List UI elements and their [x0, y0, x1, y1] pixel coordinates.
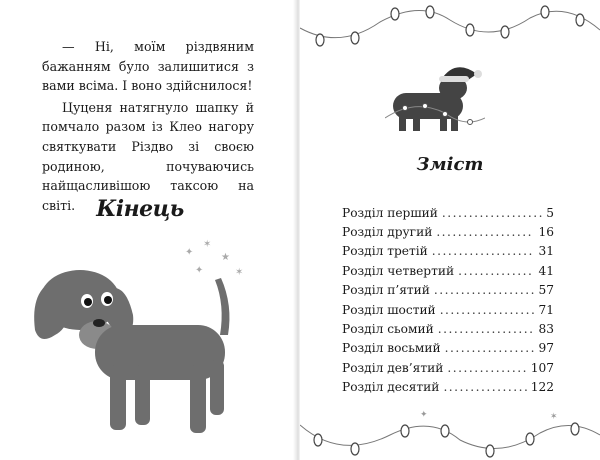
toc-leader-dots — [436, 225, 534, 239]
svg-text:✶: ✶ — [235, 267, 244, 278]
toc-page-number: 16 — [538, 225, 554, 240]
toc-page-number: 5 — [546, 205, 554, 220]
toc-row — [342, 319, 554, 338]
toc-leader-dots — [447, 361, 526, 375]
dachshund-santa-hat-illustration — [385, 58, 485, 138]
ending-title: Кінець — [96, 196, 184, 222]
toc-leader-dots — [445, 341, 535, 355]
toc-page-number: 31 — [538, 244, 554, 259]
svg-text:✶: ✶ — [203, 239, 212, 250]
toc-page-number: 97 — [538, 341, 554, 356]
paragraph: Цуценя натягнуло шапку й помчало разом із Клео нагору святкувати Різдво зі своєю родиною, почуваючись найщасливішою таксою на світі. — [42, 99, 254, 213]
table-of-contents — [342, 203, 554, 397]
toc-leader-dots — [443, 380, 526, 394]
garland-bottom-decoration — [300, 405, 600, 460]
story-text — [42, 37, 254, 215]
toc-chapter: Розділ третій — [342, 244, 428, 259]
toc-page-number: 41 — [538, 263, 554, 278]
toc-chapter: Розділ дев’ятий — [342, 360, 444, 375]
svg-text:✦: ✦ — [420, 410, 428, 420]
toc-row — [342, 222, 554, 241]
toc-chapter: Розділ шостий — [342, 302, 436, 317]
toc-leader-dots — [442, 206, 542, 220]
toc-chapter: Розділ четвертий — [342, 263, 455, 278]
toc-row — [342, 281, 554, 300]
toc-row — [342, 358, 554, 377]
toc-leader-dots — [432, 244, 535, 258]
toc-page-number: 71 — [538, 302, 554, 317]
toc-row — [342, 203, 554, 222]
svg-text:★: ★ — [221, 252, 230, 263]
toc-row — [342, 261, 554, 280]
toc-chapter: Розділ сьомий — [342, 322, 434, 337]
left-page — [0, 0, 296, 460]
toc-leader-dots — [434, 283, 535, 297]
toc-row — [342, 339, 554, 358]
svg-text:✶: ✶ — [550, 412, 558, 422]
dachshund-illustration — [25, 235, 255, 450]
toc-row — [342, 242, 554, 261]
toc-chapter: Розділ другий — [342, 225, 433, 240]
toc-row — [342, 300, 554, 319]
toc-row — [342, 378, 554, 397]
toc-page-number: 107 — [530, 360, 554, 375]
toc-leader-dots — [440, 303, 535, 317]
toc-leader-dots — [458, 264, 534, 278]
toc-title: Зміст — [416, 154, 484, 175]
right-page — [300, 0, 600, 460]
toc-page-number: 57 — [538, 283, 554, 298]
toc-page-number: 83 — [538, 322, 554, 337]
garland-top-decoration — [300, 0, 600, 50]
toc-chapter: Розділ п’ятий — [342, 283, 430, 298]
toc-leader-dots — [438, 322, 535, 336]
svg-text:✦: ✦ — [185, 247, 194, 258]
toc-chapter: Розділ десятий — [342, 380, 440, 395]
toc-chapter: Розділ восьмий — [342, 341, 441, 356]
toc-page-number: 122 — [530, 380, 554, 395]
paragraph: — Ні, моїм різдвяним бажанням було залишитися з вами всіма. І воно здійснилося! — [42, 39, 254, 94]
svg-text:✦: ✦ — [195, 265, 204, 276]
toc-chapter: Розділ перший — [342, 205, 438, 220]
